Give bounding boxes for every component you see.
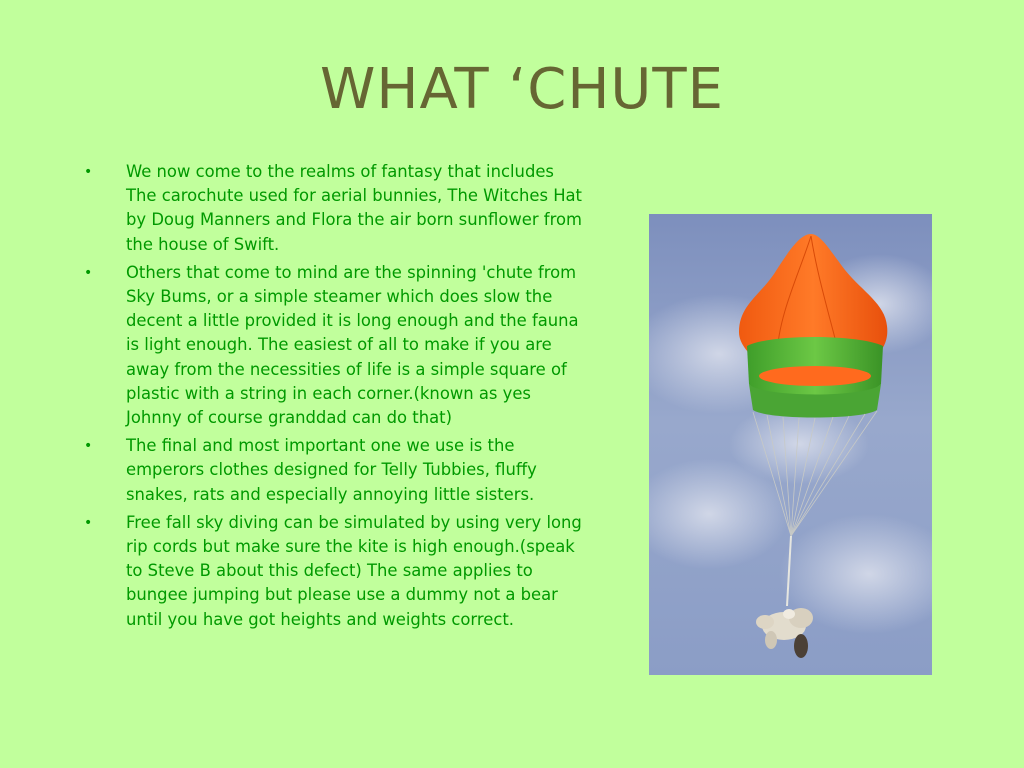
bullet-text: Others that come to mind are the spinning 'chute from Sky Bums, or a simple steamer which does slow the decent a little provided it is long enough and the fauna is light enough. The easiest of all to make if you are away from the necessities of life is a simple square of plastic with a string in each corner.(known as yes Johnny of course granddad can do that) <box>126 262 579 428</box>
bullet-item <box>84 434 584 507</box>
bullet-item <box>84 511 584 632</box>
bullet-item <box>84 160 584 257</box>
bullet-marker: • <box>84 164 93 180</box>
bullet-marker: • <box>84 514 93 531</box>
bullet-text: Free fall sky diving can be simulated by using very long rip cords but make sure the kite is high enough.(speak to Steve B about this defect) The same applies to bungee jumping but please use a dummy not a bear until you have got heights and weights correct. <box>126 512 582 629</box>
bullet-list <box>84 160 584 636</box>
canopy-opening <box>759 366 871 386</box>
bullet-marker: • <box>84 438 93 455</box>
parachute-photo <box>649 214 932 675</box>
bullet-marker: • <box>84 264 93 281</box>
slide-title: WHAT ‘CHUTE <box>319 57 725 122</box>
bullet-item <box>84 261 584 430</box>
bullet-text: The final and most important one we use is the emperors clothes designed for Telly Tubbies, fluffy snakes, rats and especially annoying little sisters. <box>126 436 537 504</box>
bullet-text: We now come to the realms of fantasy that includes The carochute used for aerial bunnies, The Witches Hat by Doug Manners and Flora the air born sunflower from the house of Swift. <box>126 162 582 254</box>
